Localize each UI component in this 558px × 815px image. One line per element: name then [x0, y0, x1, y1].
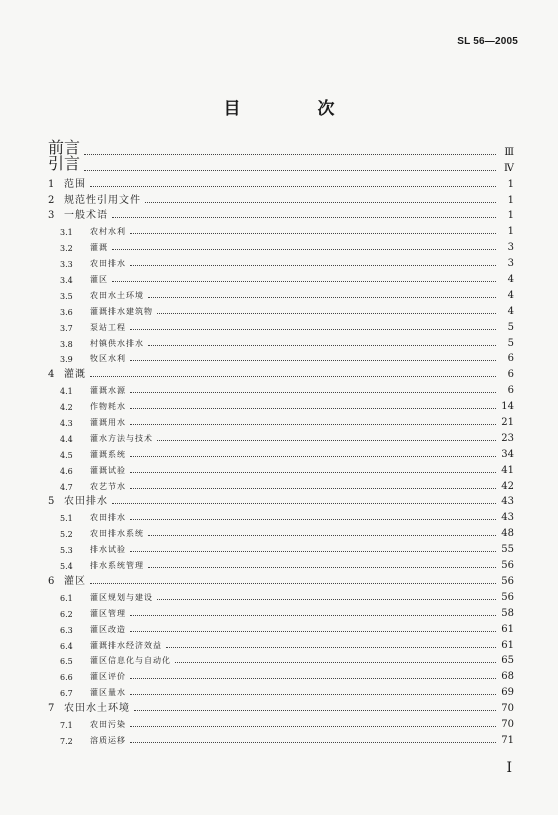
toc-entry[interactable]: [48, 380, 514, 396]
toc-entry-page: Ⅲ: [504, 146, 514, 158]
toc-dot-leader: [130, 551, 496, 552]
toc-entry-page: 56: [501, 560, 514, 572]
toc-entry-number: 4.5: [60, 450, 73, 460]
toc-entry-page: 5: [507, 337, 514, 349]
toc-entry-label: 规范性引用文件: [64, 194, 141, 206]
toc-entry-label: 灌区: [90, 275, 108, 285]
toc-dot-leader: [148, 297, 496, 298]
toc-entry-label: 灌区: [64, 575, 86, 587]
toc-entry-number: 3.2: [60, 244, 73, 254]
toc-entry-page: 21: [501, 417, 514, 429]
toc-entry-label: 农田水土环境: [64, 703, 130, 715]
toc-dot-leader: [130, 615, 496, 616]
toc-entry[interactable]: [48, 285, 514, 301]
toc-entry[interactable]: [48, 317, 514, 333]
toc-entry-page: 1: [507, 178, 514, 190]
toc-entry-label: 村镇供水排水: [90, 338, 144, 348]
toc-entry-page: 4: [507, 274, 514, 286]
toc-entry-page: 58: [501, 607, 514, 619]
toc-entry-page: 70: [501, 718, 514, 730]
toc-entry-label: 范围: [64, 178, 86, 190]
toc-entry[interactable]: [48, 666, 514, 682]
toc-entry[interactable]: [48, 428, 514, 444]
toc-entry-page: 6: [507, 353, 514, 365]
toc-entry-number: 4: [48, 369, 55, 381]
toc-entry[interactable]: [48, 137, 514, 158]
toc-dot-leader: [112, 217, 496, 218]
toc-entry-number: 3.1: [60, 228, 73, 238]
toc-entry-page: Ⅳ: [504, 162, 514, 174]
toc-entry-label: 灌溉水源: [90, 386, 126, 396]
toc-entry-number: 6: [48, 575, 55, 587]
toc-entry-number: 1: [48, 178, 55, 190]
toc-entry[interactable]: [48, 507, 514, 523]
toc-entry[interactable]: [48, 587, 514, 603]
toc-entry-number: 3.7: [60, 323, 73, 333]
toc-dot-leader: [130, 631, 496, 632]
toc-entry-number: 6.4: [60, 641, 73, 651]
toc-dot-leader: [130, 488, 496, 489]
toc-entry-page: 3: [507, 242, 514, 254]
toc-entry-number: 5: [48, 496, 55, 508]
toc-entry-number: 3.4: [60, 276, 73, 286]
toc-entry[interactable]: [48, 206, 514, 222]
toc-entry-page: 1: [507, 194, 514, 206]
toc-entry-number: 3.3: [60, 260, 73, 270]
toc-entry-label: 泵站工程: [90, 322, 126, 332]
toc-entry-label: 作物耗水: [90, 402, 126, 412]
toc-entry[interactable]: [48, 523, 514, 539]
toc-entry[interactable]: [48, 730, 514, 746]
toc-entry-page: 61: [501, 623, 514, 635]
toc-entry[interactable]: [48, 269, 514, 285]
toc-entry-page: 5: [507, 321, 514, 333]
toc-dot-leader: [112, 503, 496, 504]
toc-dot-leader: [145, 202, 496, 203]
toc-entry-label: 牧区水利: [90, 354, 126, 364]
toc-entry-number: 3: [48, 210, 55, 222]
toc-entry-page: 23: [501, 432, 514, 444]
toc-dot-leader: [84, 154, 496, 155]
toc-entry-number: 6.6: [60, 673, 73, 683]
toc-dot-leader: [130, 726, 496, 727]
toc-entry-number: 4.3: [60, 419, 73, 429]
toc-entry-page: 56: [501, 575, 514, 587]
toc-dot-leader: [130, 424, 496, 425]
toc-entry-page: 55: [501, 544, 514, 556]
toc-entry-page: 41: [501, 464, 514, 476]
toc-entry-label: 农田排水: [64, 496, 108, 508]
toc-entry[interactable]: [48, 301, 514, 317]
toc-entry-label: 灌溉: [90, 243, 108, 253]
toc-dot-leader: [130, 360, 496, 361]
toc-entry[interactable]: [48, 476, 514, 492]
toc-entry[interactable]: [48, 333, 514, 349]
toc-entry-page: 3: [507, 258, 514, 270]
toc-entry[interactable]: [48, 253, 514, 269]
toc-entry[interactable]: [48, 698, 514, 714]
toc-entry-number: 6.7: [60, 689, 73, 699]
toc-entry[interactable]: [48, 651, 514, 667]
toc-dot-leader: [130, 472, 496, 473]
toc-dot-leader: [148, 535, 496, 536]
toc-dot-leader: [157, 599, 496, 600]
toc-dot-leader: [90, 186, 496, 187]
toc-entry-label: 一般术语: [64, 210, 108, 222]
toc-entry-number: 7.1: [60, 720, 73, 730]
toc-entry-label: 灌水方法与技术: [90, 433, 153, 443]
toc-dot-leader: [130, 742, 496, 743]
toc-entry-label: 灌溉排水建筑物: [90, 306, 153, 316]
toc-entry-number: 6.1: [60, 593, 73, 603]
toc-dot-leader: [134, 710, 496, 711]
toc-entry[interactable]: [48, 619, 514, 635]
toc-entry-label: 排水试验: [90, 545, 126, 555]
toc-entry-number: 5.1: [60, 514, 73, 524]
toc-entry-label: 排水系统管理: [90, 561, 144, 571]
toc-entry-label: 灌区改造: [90, 624, 126, 634]
toc-entry-page: 68: [501, 671, 514, 683]
toc-dot-leader: [130, 265, 496, 266]
toc-entry-number: 4.1: [60, 387, 73, 397]
toc-entry-page: 43: [501, 496, 514, 508]
toc-dot-leader: [175, 662, 496, 663]
toc-entry-number: 6.2: [60, 609, 73, 619]
toc-entry[interactable]: [48, 682, 514, 698]
toc-entry[interactable]: [48, 349, 514, 365]
toc-entry-page: 61: [501, 639, 514, 651]
toc-entry[interactable]: [48, 153, 514, 174]
toc-entry[interactable]: [48, 539, 514, 555]
toc-entry-label: 灌区规划与建设: [90, 592, 153, 602]
toc-entry[interactable]: [48, 460, 514, 476]
toc-entry-label: 灌区量水: [90, 688, 126, 698]
toc-entry-number: 6.3: [60, 625, 73, 635]
toc-dot-leader: [157, 440, 496, 441]
toc-entry-number: 4.6: [60, 466, 73, 476]
toc-entry-number: 5.4: [60, 562, 73, 572]
toc-entry[interactable]: [48, 444, 514, 460]
toc-entry[interactable]: [48, 603, 514, 619]
toc-entry-page: 34: [501, 448, 514, 460]
toc-entry-label: 灌溉用水: [90, 418, 126, 428]
toc-entry-number: 6.5: [60, 657, 73, 667]
toc-entry-number: 4.2: [60, 403, 73, 413]
toc-entry-label: 农村水利: [90, 227, 126, 237]
toc-entry-number: 4.7: [60, 482, 73, 492]
toc-entry-number: 3.5: [60, 291, 73, 301]
toc-entry[interactable]: [48, 714, 514, 730]
toc-entry-page: 4: [507, 289, 514, 301]
toc-dot-leader: [130, 456, 496, 457]
toc-dot-leader: [112, 249, 496, 250]
toc-entry-label: 前言: [48, 137, 81, 157]
toc-entry-label: 农田排水: [90, 259, 126, 269]
toc-dot-leader: [148, 567, 496, 568]
toc-dot-leader: [130, 233, 496, 234]
toc-entry-page: 70: [501, 703, 514, 715]
page-title: 目 次: [223, 99, 365, 119]
toc-entry[interactable]: [48, 412, 514, 428]
toc-entry[interactable]: [48, 221, 514, 237]
toc-entry-page: 6: [507, 369, 514, 381]
toc-entry-page: 6: [507, 385, 514, 397]
toc-dot-leader: [148, 345, 496, 346]
toc-entry-number: 3.9: [60, 355, 73, 365]
toc-entry-number: 7: [48, 703, 55, 715]
toc-dot-leader: [130, 329, 496, 330]
toc-dot-leader: [130, 392, 496, 393]
toc-entry-page: 42: [501, 480, 514, 492]
toc-entry-label: 灌区管理: [90, 608, 126, 618]
toc-dot-leader: [112, 281, 496, 282]
toc-entry-page: 14: [501, 401, 514, 413]
toc-entry[interactable]: [48, 237, 514, 253]
toc-dot-leader: [130, 694, 496, 695]
toc-entry-label: 农艺节水: [90, 481, 126, 491]
toc-entry-page: 56: [501, 591, 514, 603]
toc-entry[interactable]: [48, 364, 514, 380]
toc-entry-page: 48: [501, 528, 514, 540]
toc-entry[interactable]: [48, 635, 514, 651]
toc-entry-label: 农田排水: [90, 513, 126, 523]
toc-entry[interactable]: [48, 555, 514, 571]
toc-entry-number: 4.4: [60, 434, 73, 444]
toc-entry[interactable]: [48, 571, 514, 587]
toc-entry[interactable]: [48, 492, 514, 508]
toc-dot-leader: [90, 376, 496, 377]
toc-dot-leader: [90, 583, 496, 584]
toc-entry-page: 1: [507, 226, 514, 238]
toc-dot-leader: [157, 313, 496, 314]
page-number: I: [506, 760, 512, 776]
toc-entry[interactable]: [48, 174, 514, 190]
toc-entry-label: 灌区评价: [90, 672, 126, 682]
toc-entry-label: 灌溉试验: [90, 465, 126, 475]
toc-entry-page: 69: [501, 687, 514, 699]
toc-entry-label: 灌溉系统: [90, 449, 126, 459]
toc-entry-label: 农田污染: [90, 719, 126, 729]
toc-entry-label: 灌溉: [64, 369, 86, 381]
toc-entry-number: 3.6: [60, 307, 73, 317]
toc-entry-label: 农田水土环境: [90, 290, 144, 300]
toc-entry-number: 3.8: [60, 339, 73, 349]
toc-dot-leader: [84, 170, 496, 171]
toc-entry-label: 灌溉排水经济效益: [90, 640, 162, 650]
standard-code: SL 56—2005: [457, 36, 518, 47]
toc-entry-number: 5.2: [60, 530, 73, 540]
toc-entry-page: 65: [501, 655, 514, 667]
toc-entry-label: 农田排水系统: [90, 529, 144, 539]
toc-entry-page: 43: [501, 512, 514, 524]
toc-entry-page: 71: [501, 734, 514, 746]
toc-dot-leader: [166, 647, 496, 648]
toc-entry[interactable]: [48, 190, 514, 206]
toc-dot-leader: [130, 408, 496, 409]
toc-entry-page: 1: [507, 210, 514, 222]
table-of-contents: [48, 137, 514, 746]
toc-entry-number: 2: [48, 194, 55, 206]
toc-entry-number: 5.3: [60, 546, 73, 556]
toc-dot-leader: [130, 678, 496, 679]
toc-entry-label: 溶质运移: [90, 735, 126, 745]
toc-entry-label: 灌区信息化与自动化: [90, 656, 171, 666]
toc-dot-leader: [130, 519, 496, 520]
toc-entry-label: 引言: [48, 153, 81, 173]
toc-entry[interactable]: [48, 396, 514, 412]
toc-entry-page: 4: [507, 305, 514, 317]
toc-entry-number: 7.2: [60, 736, 73, 746]
